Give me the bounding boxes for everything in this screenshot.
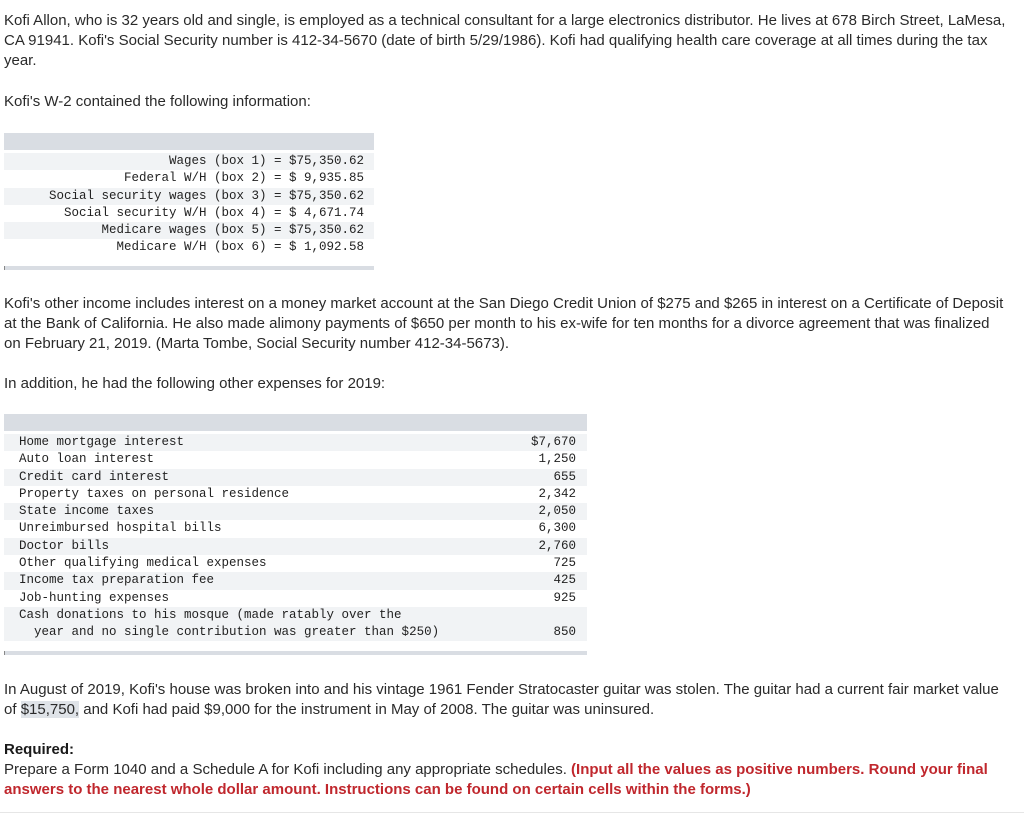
expense-label: Doctor bills [19,538,110,553]
w2-row: Wages (box 1) = $75,350.62 [4,153,374,170]
table-row [4,572,587,589]
required-title: Required: [4,741,75,758]
w2-row: Medicare wages (box 5) = $75,350.62 [4,222,374,239]
table-row [4,555,587,572]
table-row [4,503,587,520]
expense-label: Property taxes on personal residence [19,486,290,501]
expense-label: Auto loan interest [19,452,155,467]
table-row [4,607,587,641]
expense-label-continued: year and no single contribution was greater than $250) [19,624,440,639]
table-row [4,451,587,468]
expense-value: 425 [553,573,576,588]
expense-label: Other qualifying medical expenses [19,556,267,571]
guitar-paragraph [4,680,1009,720]
w2-row: Social security wages (box 3) = $75,350.62 [4,188,374,205]
w2-row: Social security W/H (box 4) = $ 4,671.74 [63,205,364,220]
divider [0,812,1024,813]
table-row [4,520,587,537]
expense-value: $7,670 [530,435,576,449]
w2-table-header [4,133,374,150]
expense-label: Home mortgage interest [19,435,185,449]
highlighted-value: $15,750, [20,701,80,718]
required-text: Prepare a Form 1040 and a Schedule A for Kofi including any appropriate schedules. [4,761,572,778]
table-row [4,434,587,451]
expense-value: 2,050 [538,504,576,519]
table-row [4,486,587,503]
expense-label: Unreimbursed hospital bills [19,521,222,536]
table-row [4,469,587,486]
expense-value: 850 [553,624,576,639]
expense-value: 1,250 [538,452,576,467]
expenses-heading: In addition, he had the following other expenses for 2019: [4,375,386,392]
expense-label: Cash donations to his mosque (made ratably over the [19,607,402,622]
expense-value: 2,342 [538,486,576,501]
required-section [4,740,1009,800]
expense-label: Job-hunting expenses [19,590,170,605]
table-row [4,590,587,607]
expenses-table [4,414,587,655]
expenses-table-footer [4,651,587,655]
expense-value: 6,300 [538,521,576,536]
expense-value: 2,760 [538,538,576,553]
expense-label: Income tax preparation fee [19,573,215,588]
expense-label: State income taxes [19,504,155,519]
w2-row: Federal W/H (box 2) = $ 9,935.85 [123,171,364,186]
guitar-text-end: and Kofi had paid $9,000 for the instrument in May of 2008. The guitar was uninsured. [79,701,655,718]
w2-table-footer [4,266,374,270]
intro-paragraph: Kofi Allon, who is 32 years old and single, is employed as a technical consultant for a large electronics distributor. He lives at 678 Birch Street, LaMesa, CA 91941. Kofi's Social Security number is 412-34-5670 (date of birth 5/29/1986). Kofi had qualifying health care coverage at all times during the tax year. [4,12,1006,69]
w2-row: Medicare W/H (box 6) = $ 1,092.58 [116,240,364,255]
table-row [4,538,587,555]
expense-label: Credit card interest [19,469,170,484]
expense-value: 925 [553,590,576,605]
guitar-text: In August of 2019, Kofi's house was broken into and his vintage 1961 Fender Stratocaster guitar was stolen. The guitar had a current fair market value of [4,681,999,718]
required-instruction: (Input all the values as positive numbers. Round your final answers to the nearest whole dollar amount. Instructions can be found on certain cells within the forms.) [4,761,988,798]
w2-heading: Kofi's W-2 contained the following information: [4,93,311,110]
expense-value: 725 [553,556,576,571]
other-income-paragraph: Kofi's other income includes interest on a money market account at the San Diego Credit Union of $275 and $265 in interest on a Certificate of Deposit at the Bank of California. He also made alimony payments of $650 per month to his ex-wife for ten months for a divorce agreement that was finalized on February 21, 2019. (Marta Tombe, Social Security number 412-34-5673). [4,295,1004,352]
w2-table [4,133,374,270]
expenses-table-header [4,414,587,431]
expense-value: 655 [553,469,576,484]
